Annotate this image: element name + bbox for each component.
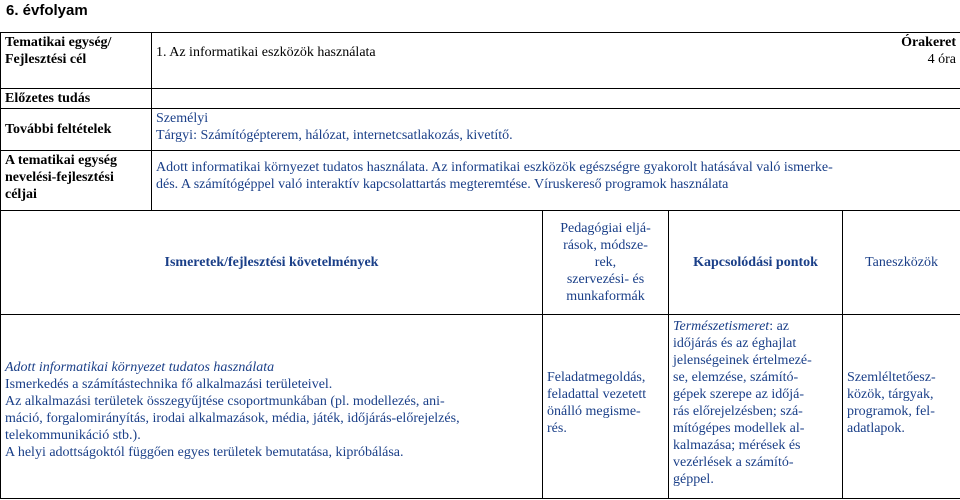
methods-line-1: Feladatmegoldás, bbox=[547, 370, 646, 385]
conn-line-6: rás előrejelzésben; szá- bbox=[673, 404, 803, 419]
row-column-headers bbox=[1, 211, 960, 315]
req-line-5: telekommunikáció stb.). bbox=[5, 428, 141, 443]
conn-line-2: időjárás és az éghajlat bbox=[673, 336, 797, 351]
row-conditions bbox=[1, 109, 960, 151]
req-line-1: Adott informatikai környezet tudatos használata bbox=[5, 360, 275, 375]
goals-value bbox=[152, 151, 960, 211]
tools-line-4: adatlapok. bbox=[847, 421, 905, 436]
content-methods bbox=[543, 315, 669, 499]
req-line-4: máció, forgalomirányítás, irodai alkalmazások, média, játék, időjárás-előrejelzés, bbox=[5, 411, 460, 426]
goals-label-1: A tematikai egység bbox=[5, 153, 117, 168]
topic-label-cell bbox=[1, 33, 152, 89]
conn-line-10: géppel. bbox=[673, 472, 714, 487]
conn-subject-suffix: : az bbox=[769, 319, 790, 334]
tools-line-2: közök, tárgyak, bbox=[847, 387, 934, 402]
header-requirements: Ismeretek/fejlesztési követelmények bbox=[1, 211, 543, 315]
content-requirements bbox=[1, 315, 543, 499]
topic-title: 1. Az informatikai eszközök használata bbox=[156, 45, 376, 60]
topic-label-2: Fejlesztési cél bbox=[5, 52, 87, 67]
row-content bbox=[1, 315, 960, 499]
goals-label-cell bbox=[1, 151, 152, 211]
conn-line-4: se, elemzése, számító- bbox=[673, 370, 799, 385]
hours-value: 4 óra bbox=[927, 52, 957, 67]
conn-line-7: mítógépes modellek al- bbox=[673, 421, 805, 436]
req-line-2: Ismerkedés a számítástechnika fő alkalmazási területeivel. bbox=[5, 377, 333, 392]
header-methods-3: rek, bbox=[594, 255, 617, 270]
conn-line-3: jelenségeinek értelmezé- bbox=[673, 353, 812, 368]
header-methods-1: Pedagógiai eljá- bbox=[560, 221, 651, 236]
methods-line-3: önálló megisme- bbox=[547, 404, 641, 419]
curriculum-table bbox=[0, 32, 960, 499]
row-goals bbox=[1, 151, 960, 211]
goals-label-3: céljai bbox=[5, 187, 37, 202]
conditions-line-2: Tárgyi: Számítógépterem, hálózat, internetcsatlakozás, kivetítő. bbox=[156, 128, 513, 143]
conn-line-5: gépek szerepe az időjá- bbox=[673, 387, 804, 402]
conn-line-8: kalmazása; mérések és bbox=[673, 438, 801, 453]
hours-label: Órakeret bbox=[901, 35, 957, 50]
conditions-value bbox=[152, 109, 960, 151]
prior-knowledge-value bbox=[152, 89, 960, 109]
grade-title: 6. évfolyam bbox=[6, 2, 88, 19]
header-methods-2: rások, módsze- bbox=[563, 238, 648, 253]
tools-line-3: programok, fel- bbox=[847, 404, 935, 419]
tools-line-1: Szemléltetőesz- bbox=[847, 370, 936, 385]
goals-label-2: nevelési-fejlesztési bbox=[5, 170, 114, 185]
methods-line-4: rés. bbox=[547, 421, 567, 436]
conn-line-1 bbox=[673, 318, 838, 335]
topic-cell bbox=[152, 33, 960, 89]
conn-line-9: vezérlések a számító- bbox=[673, 455, 794, 470]
row-topic bbox=[1, 33, 960, 89]
req-line-3: Az alkalmazási területek összegyűjtése csoportmunkában (pl. modellezés, ani- bbox=[5, 394, 445, 409]
conditions-line-1: Személyi bbox=[156, 111, 209, 126]
conn-subject: Természetismeret bbox=[673, 319, 770, 334]
prior-knowledge-label: Előzetes tudás bbox=[1, 89, 152, 109]
req-line-6: A helyi adottságoktól függően egyes területek bemutatása, kipróbálása. bbox=[5, 445, 404, 460]
topic-label-1: Tematikai egység/ bbox=[5, 35, 112, 50]
conditions-label: További feltételek bbox=[1, 109, 152, 151]
row-prior-knowledge bbox=[1, 89, 960, 109]
methods-line-2: feladattal vezetett bbox=[547, 387, 647, 402]
content-tools bbox=[843, 315, 960, 499]
header-connections: Kapcsolódási pontok bbox=[669, 211, 843, 315]
hours-block bbox=[901, 34, 956, 68]
header-methods-5: munkaformák bbox=[566, 289, 645, 304]
header-methods bbox=[543, 211, 669, 315]
header-methods-4: szervezési- és bbox=[566, 272, 645, 287]
goals-line-2: dés. A számítógéppel való interaktív kapcsolattartás megteremtése. Víruskereső programok használata bbox=[156, 177, 729, 192]
goals-line-1: Adott informatikai környezet tudatos használata. Az informatikai eszközök egészségre gyakorolt hatásával való ismerke- bbox=[156, 160, 833, 175]
content-connections bbox=[669, 315, 843, 499]
header-tools: Taneszközök bbox=[843, 211, 960, 315]
